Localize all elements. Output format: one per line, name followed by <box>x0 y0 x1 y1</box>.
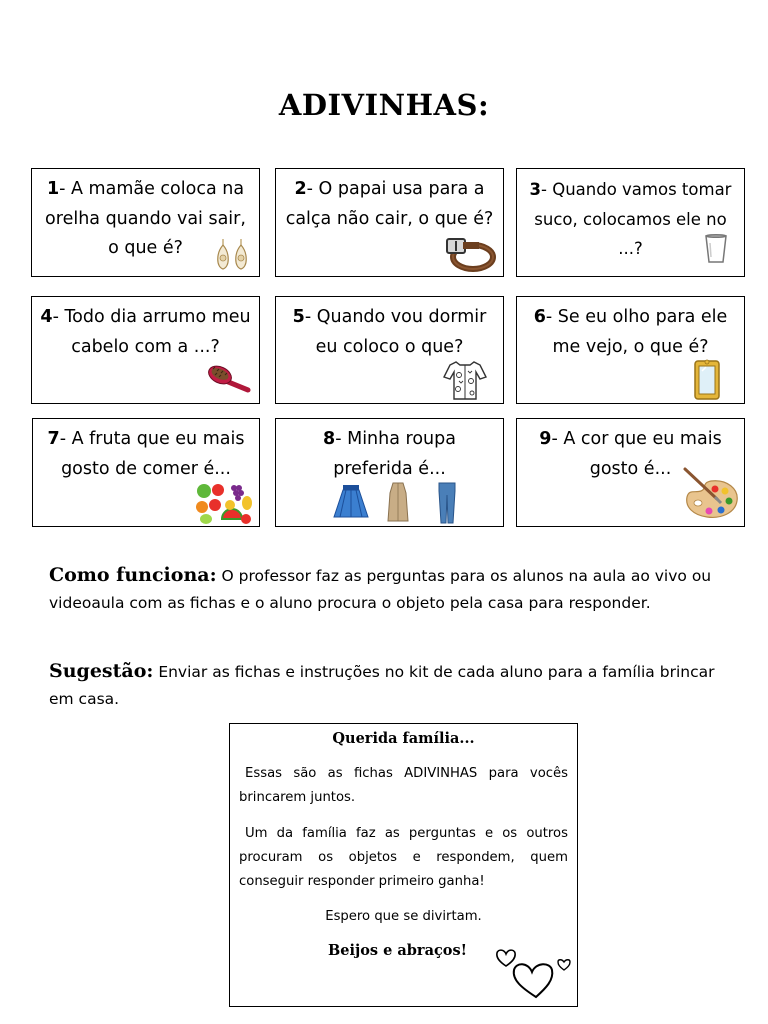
riddle-question-8: - Minha roupa preferida é... <box>333 429 456 479</box>
como-funciona-label: Como funciona: <box>49 564 217 586</box>
riddle-question-7: - A fruta que eu mais gosto de comer é... <box>59 429 245 479</box>
riddle-question-6: - Se eu olho para ele me vejo, o que é? <box>545 307 728 357</box>
riddle-card-9 <box>516 418 745 527</box>
riddle-number-3: 3 <box>529 180 542 199</box>
mirror-icon <box>693 359 721 401</box>
riddle-card-4 <box>31 296 260 404</box>
riddle-text-5 <box>284 303 495 362</box>
riddle-text-2 <box>284 175 495 234</box>
riddle-question-9: - A cor que eu mais gosto é... <box>551 429 722 479</box>
letter-closing: Beijos e abraços! <box>328 942 467 959</box>
riddle-card-7 <box>32 418 260 527</box>
riddle-card-3 <box>516 168 745 277</box>
palette-icon <box>681 463 741 523</box>
letter-paragraph-1: Essas são as fichas ADIVINHAS para vocês brincarem juntos. <box>239 766 568 805</box>
hairbrush-icon <box>206 363 252 395</box>
riddle-text-4 <box>40 303 251 362</box>
belt-icon <box>443 233 497 273</box>
riddle-card-2 <box>275 168 504 277</box>
riddle-card-6 <box>516 296 745 404</box>
pajamas-icon <box>442 359 488 403</box>
riddle-text-8 <box>284 425 495 484</box>
riddle-card-1 <box>31 168 260 277</box>
riddle-question-4: - Todo dia arrumo meu cabelo com a ...? <box>52 307 251 357</box>
dress-icon <box>386 481 410 523</box>
letter-title: Querida família... <box>332 730 475 747</box>
riddle-question-3: - Quando vamos tomar suco, colocamos ele no ...? <box>534 180 732 258</box>
letter-paragraph-3: Espero que se divirtam. <box>325 909 482 924</box>
earrings-icon <box>212 237 252 273</box>
riddle-card-5 <box>275 296 504 404</box>
riddle-number-1: 1 <box>46 179 60 199</box>
riddle-number-9: 9 <box>539 429 552 449</box>
riddle-card-8 <box>275 418 504 527</box>
riddle-number-4: 4 <box>40 307 53 327</box>
fruits-icon <box>194 481 254 527</box>
family-letter <box>229 723 578 1007</box>
sugestao-text: Enviar as fichas e instruções no kit de cada aluno para a família brincar em casa. <box>49 663 715 708</box>
como-funciona-text: O professor faz as perguntas para os alunos na aula ao vivo ou videoaula com as fichas e o aluno procura o objeto pela casa para responder. <box>49 567 712 612</box>
riddle-question-5: - Quando vou dormir eu coloco o que? <box>304 307 487 357</box>
riddle-text-6 <box>525 303 736 362</box>
sugestao-paragraph <box>49 658 729 713</box>
glass-icon <box>703 233 729 265</box>
sugestao-label: Sugestão: <box>49 660 154 682</box>
riddle-text-7 <box>41 425 251 484</box>
jeans-icon <box>436 481 458 525</box>
riddle-number-8: 8 <box>323 429 336 449</box>
riddle-question-2: - O papai usa para a calça não cair, o que é? <box>285 179 494 229</box>
riddle-number-7: 7 <box>47 429 60 449</box>
page-title: ADIVINHAS: <box>278 88 490 122</box>
letter-paragraph-2: Um da família faz as perguntas e os outros procuram os objetos e respondem, quem conseguir responder primeiro ganha! <box>239 826 568 889</box>
riddle-number-6: 6 <box>533 307 546 327</box>
riddle-number-5: 5 <box>292 307 305 327</box>
hearts-icon <box>492 942 574 1002</box>
como-funciona-paragraph <box>49 562 729 617</box>
riddle-question-1: - A mamãe coloca na orelha quando vai sair, o que é? <box>45 179 246 258</box>
riddle-number-2: 2 <box>294 179 307 199</box>
skirt-icon <box>332 483 370 521</box>
